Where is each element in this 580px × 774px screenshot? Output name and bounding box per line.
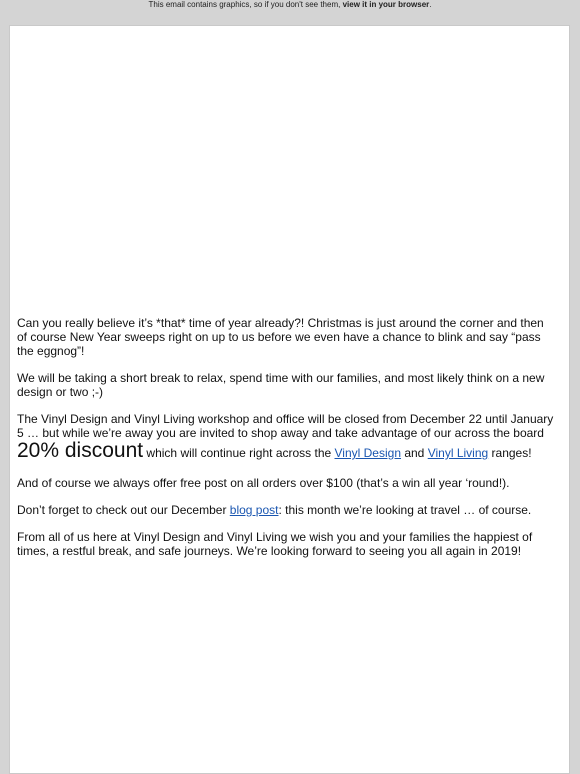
email-card [9,25,570,774]
discount-text-d: ranges! [488,446,532,460]
paragraph-break: We will be taking a short break to relax, spend time with our families, and most likely think on a new design or two ;-) [17,371,545,399]
view-in-browser-link[interactable]: view it in your browser [342,0,430,9]
paragraph-blog [17,503,555,517]
paragraph-closing: From all of us here at Vinyl Design and Vinyl Living we wish you and your families the happiest of times, a restful break, and safe journeys. We’re looking forward to seeing you all again in 2019! [17,530,533,558]
blog-post-link[interactable]: blog post [229,503,279,517]
vinyl-living-link[interactable]: Vinyl Living [427,446,489,460]
hero-image-placeholder [10,26,569,312]
preheader [0,0,580,22]
blog-text-b: : this month we’re looking at travel … of course. [278,503,532,517]
email-body [17,316,555,571]
paragraph-free-post: And of course we always offer free post on all orders over $100 (that’s a win all year ‘round!). [17,476,510,490]
discount-text-a: The Vinyl Design and Vinyl Living workshop and office will be closed from December 22 until January 5 … but while we’re away you are invited to shop away and take advantage of our across the board [17,412,554,440]
paragraph-intro: Can you really believe it’s *that* time of year already?! Christmas is just around the corner and then of course New Year sweeps right on up to us before we even have a chance to blink and say “pass the eggnog”! [17,316,544,358]
preheader-end: . [429,0,432,9]
discount-text-b: which will continue right across the [143,446,335,460]
blog-text-a: Don’t forget to check out our December [17,503,230,517]
discount-text-c: and [401,446,428,460]
preheader-text: This email contains graphics, so if you don't see them, [148,0,341,9]
paragraph-discount [17,412,555,462]
discount-highlight: 20% discount [17,439,144,462]
vinyl-design-link[interactable]: Vinyl Design [334,446,401,460]
